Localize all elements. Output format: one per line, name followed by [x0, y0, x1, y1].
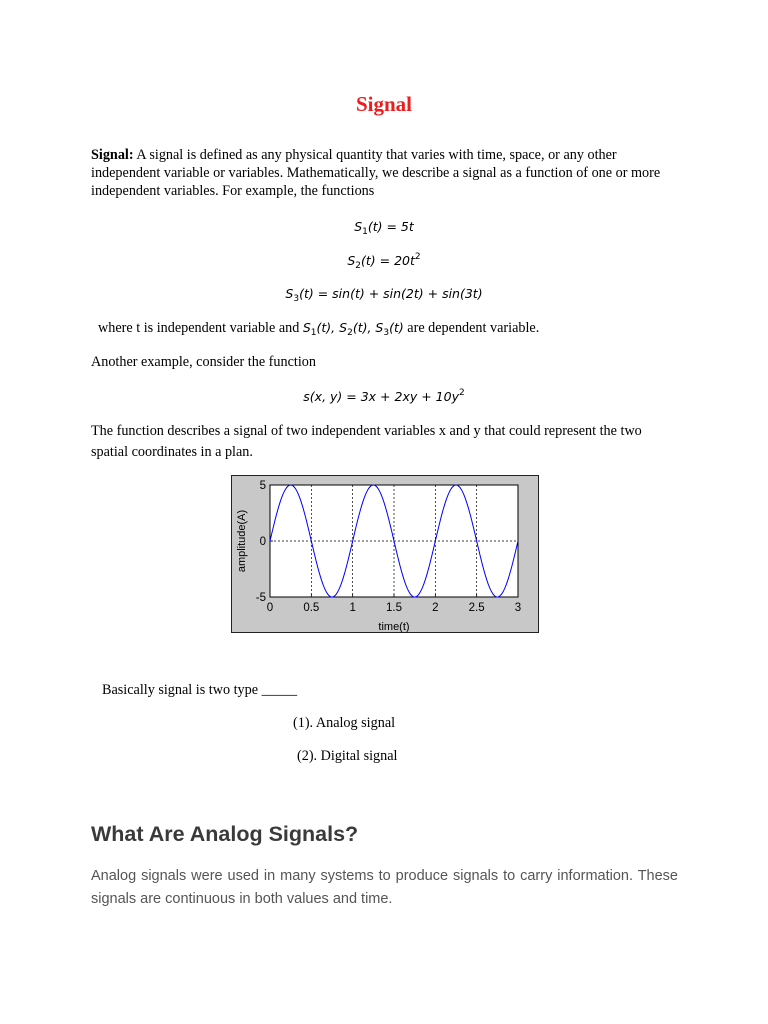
signal-types-intro: Basically signal is two type _____ — [102, 682, 298, 698]
eq2-sup: 2 — [414, 252, 421, 262]
x-tick-label: 0.5 — [303, 602, 320, 614]
where-s2: S — [339, 320, 348, 335]
signal-definition — [91, 146, 681, 200]
where-prefix: where t is independent variable and — [98, 320, 303, 336]
another-example: Another example, consider the function — [91, 354, 316, 370]
eq3-rhs: = sin(t) + sin(2t) + sin(3t) — [313, 286, 483, 301]
where-s3: S — [375, 320, 384, 335]
y-tick-label: -5 — [255, 592, 266, 604]
signal-definition-text: A signal is defined as any physical quantity that varies with time, space, or any other independent variable or variables. Mathematically, we describe a signal as a function of one or more independent variables. For example, the functions — [91, 147, 661, 199]
where-s2-arg: (t), — [352, 320, 376, 335]
eq2-rhs: = 20t — [375, 253, 415, 268]
where-s2-sub: 2 — [347, 328, 353, 338]
eq3-lhs: S — [285, 286, 294, 301]
y-tick-label: 5 — [259, 480, 266, 492]
x-tick-label: 2 — [432, 602, 439, 614]
signal-definition-label: Signal: — [91, 147, 134, 163]
x-tick-label: 3 — [514, 602, 522, 614]
where-s3-arg: (t) — [389, 320, 404, 335]
equation-s2 — [0, 252, 768, 271]
y-tick-label: 0 — [259, 536, 266, 548]
x-axis-label: time(t) — [378, 621, 410, 633]
analog-heading: What Are Analog Signals? — [91, 822, 359, 846]
where-s3-sub: 3 — [383, 328, 390, 338]
eq1-arg: (t) — [367, 219, 383, 234]
eq4-sup: 2 — [458, 388, 465, 398]
where-s1: S — [302, 320, 311, 335]
page-title: Signal — [355, 92, 413, 116]
where-s1-sub: 1 — [310, 328, 317, 338]
eq4-lhs: s(x, y) = 3x + 2xy + 10y — [303, 389, 459, 404]
x-tick-label: 2.5 — [468, 602, 485, 614]
eq1-sub: 1 — [362, 227, 368, 237]
eq1-lhs: S — [354, 219, 363, 234]
function-description: The function describes a signal of two independent variables x and y that could represent the two spatial coordinates in a plan. — [91, 423, 642, 460]
x-tick-label: 1 — [349, 602, 356, 614]
eq3-sub: 3 — [293, 294, 300, 304]
where-dependents — [302, 320, 404, 338]
analog-description: Analog signals were used in many systems to produce signals to carry information. These signals are continuous in both values and time. — [91, 868, 678, 907]
x-tick-label: 0 — [266, 602, 274, 614]
signal-type-digital: (2). Digital signal — [297, 748, 398, 764]
where-suffix: are dependent variable. — [403, 320, 540, 336]
sine-wave-chart — [231, 475, 539, 633]
where-sentence — [98, 320, 539, 338]
where-s1-arg: (t), — [316, 320, 340, 335]
eq2-sub: 2 — [355, 261, 362, 271]
y-axis-label: amplitude(A) — [236, 509, 248, 573]
signal-type-analog: (1). Analog signal — [293, 715, 396, 731]
equation-sxy — [0, 388, 768, 404]
x-tick-label: 1.5 — [386, 602, 402, 614]
eq2-lhs: S — [347, 253, 356, 268]
eq3-arg: (t) — [299, 286, 314, 301]
eq1-rhs: = 5t — [382, 219, 414, 234]
equation-s3 — [0, 286, 768, 304]
eq2-arg: (t) — [361, 253, 376, 268]
equation-s1 — [0, 219, 768, 237]
